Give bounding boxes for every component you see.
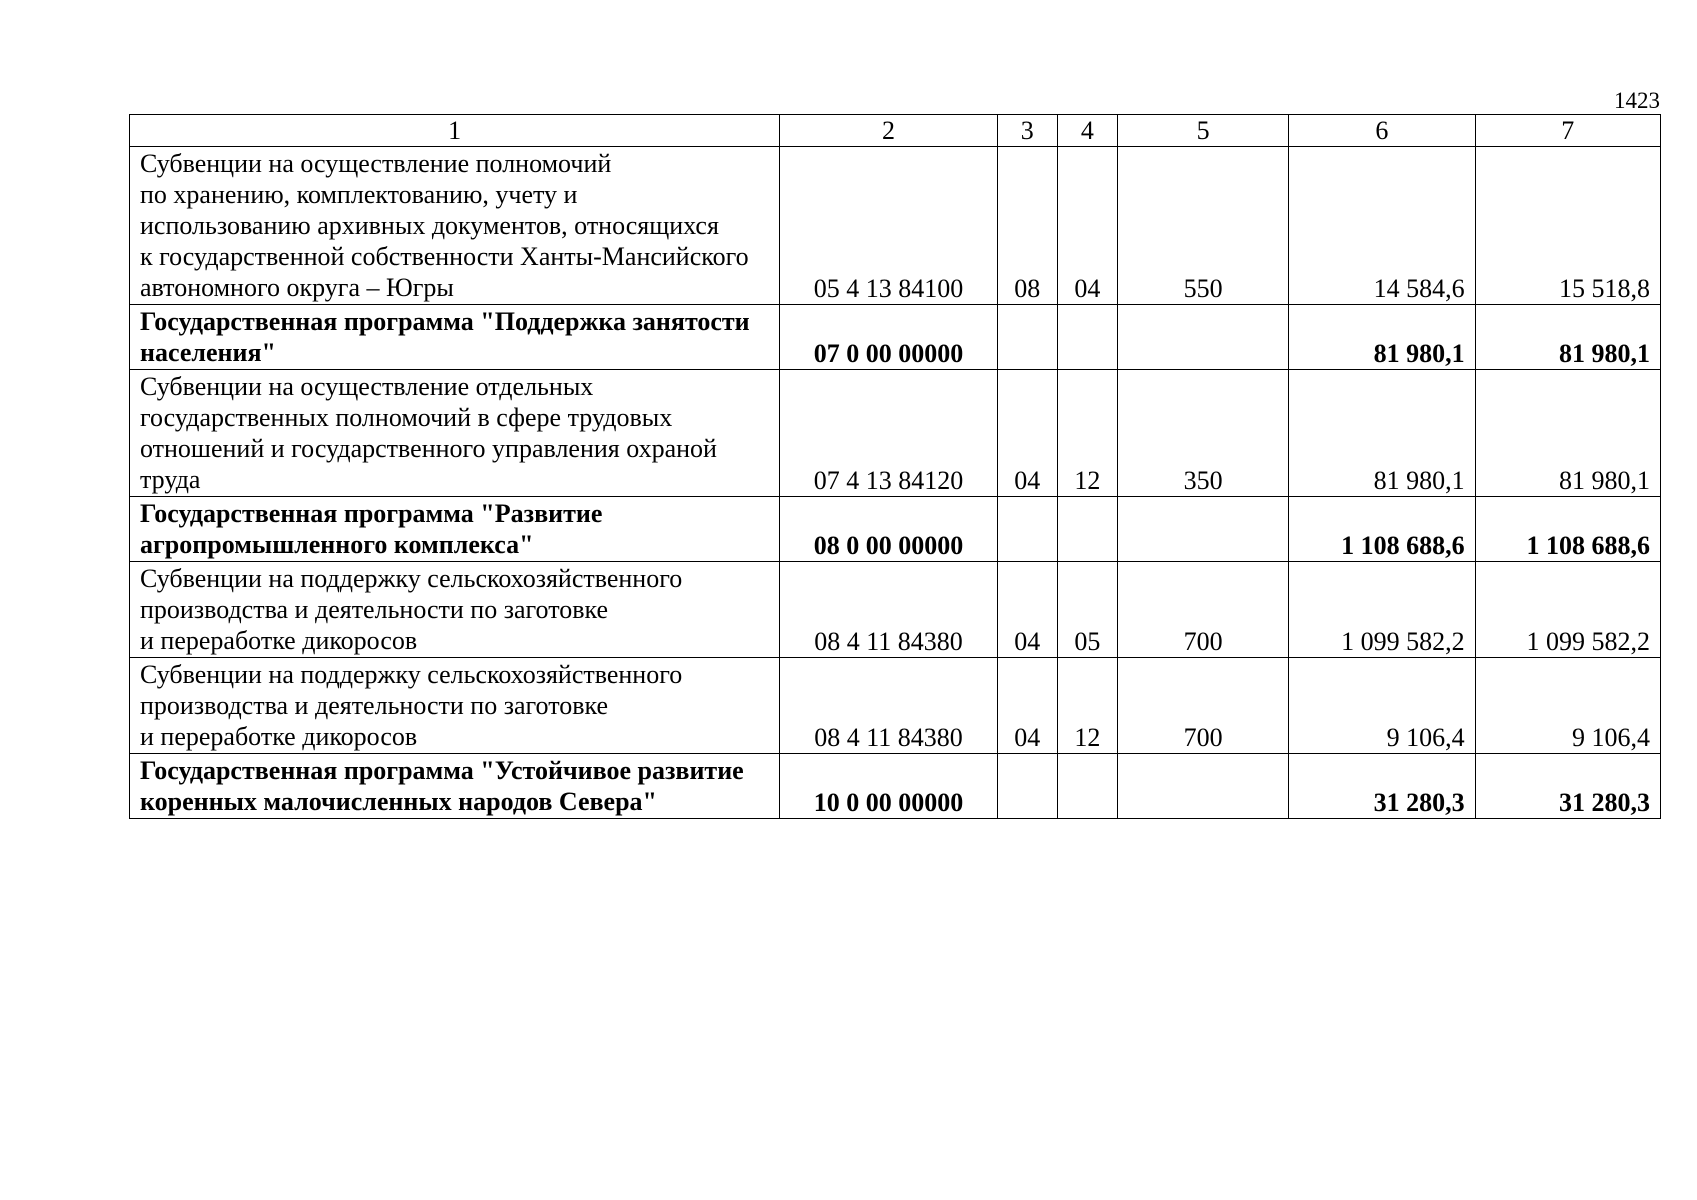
target-code-cell: 07 4 13 84120	[780, 370, 997, 497]
target-code-cell: 10 0 00 00000	[780, 754, 997, 819]
row-name-line: государственных полномочий в сфере трудовых	[140, 403, 673, 432]
amount-year-2-cell: 81 980,1	[1475, 305, 1660, 370]
section-cell: 04	[997, 562, 1057, 658]
target-code-cell: 07 0 00 00000	[780, 305, 997, 370]
column-header-3: 3	[997, 115, 1057, 147]
table-row	[130, 147, 1661, 305]
expense-type-cell	[1117, 754, 1288, 819]
page-number: 1423	[1614, 88, 1660, 113]
column-header-2: 2	[780, 115, 997, 147]
row-name-line: использованию архивных документов, относящихся	[140, 211, 719, 240]
subsection-cell	[1057, 497, 1117, 562]
amount-year-2-cell: 9 106,4	[1475, 658, 1660, 754]
expense-type-cell: 700	[1117, 562, 1288, 658]
row-name-line: и переработке дикоросов	[140, 626, 418, 655]
expense-type-cell	[1117, 305, 1288, 370]
row-name-line: населения"	[140, 338, 276, 367]
table-row	[130, 305, 1661, 370]
row-name-line: производства и деятельности по заготовке	[140, 595, 609, 624]
amount-year-2-cell: 31 280,3	[1475, 754, 1660, 819]
row-name-cell	[130, 562, 780, 658]
subsection-cell: 05	[1057, 562, 1117, 658]
row-name-line: отношений и государственного управления охраной	[140, 434, 717, 463]
amount-year-1-cell: 31 280,3	[1289, 754, 1475, 819]
row-name-line: к государственной собственности Ханты-Мансийского	[140, 242, 749, 271]
table-body	[130, 115, 1661, 819]
table-row	[130, 754, 1661, 819]
amount-year-1-cell: 81 980,1	[1289, 370, 1475, 497]
row-name-line: Государственная программа "Развитие	[140, 499, 603, 528]
target-code-cell: 08 4 11 84380	[780, 562, 997, 658]
row-name-cell	[130, 658, 780, 754]
row-name-cell	[130, 147, 780, 305]
expense-type-cell: 350	[1117, 370, 1288, 497]
row-name-line: Субвенции на осуществление полномочий	[140, 149, 612, 178]
amount-year-1-cell: 9 106,4	[1289, 658, 1475, 754]
amount-year-2-cell: 15 518,8	[1475, 147, 1660, 305]
row-name-cell	[130, 305, 780, 370]
column-header-6: 6	[1289, 115, 1475, 147]
row-name-line: Субвенции на поддержку сельскохозяйственного	[140, 660, 683, 689]
row-name-line: Государственная программа "Поддержка занятости	[140, 307, 750, 336]
row-name-cell	[130, 754, 780, 819]
section-cell: 04	[997, 370, 1057, 497]
section-cell: 08	[997, 147, 1057, 305]
amount-year-1-cell: 81 980,1	[1289, 305, 1475, 370]
column-header-4: 4	[1057, 115, 1117, 147]
column-header-7: 7	[1475, 115, 1660, 147]
row-name-line: Государственная программа "Устойчивое развитие	[140, 756, 744, 785]
row-name-line: Субвенции на осуществление отдельных	[140, 372, 594, 401]
row-name-line: агропромышленного комплекса"	[140, 530, 534, 559]
row-name-line: и переработке дикоросов	[140, 722, 418, 751]
subsection-cell: 04	[1057, 147, 1117, 305]
amount-year-1-cell: 1 099 582,2	[1289, 562, 1475, 658]
target-code-cell: 05 4 13 84100	[780, 147, 997, 305]
target-code-cell: 08 4 11 84380	[780, 658, 997, 754]
column-header-1: 1	[130, 115, 780, 147]
section-cell	[997, 754, 1057, 819]
subsection-cell	[1057, 305, 1117, 370]
expense-type-cell: 700	[1117, 658, 1288, 754]
table-header-row	[130, 115, 1661, 147]
amount-year-1-cell: 14 584,6	[1289, 147, 1475, 305]
expense-type-cell	[1117, 497, 1288, 562]
row-name-line: производства и деятельности по заготовке	[140, 691, 609, 720]
section-cell: 04	[997, 658, 1057, 754]
target-code-cell: 08 0 00 00000	[780, 497, 997, 562]
subsection-cell: 12	[1057, 370, 1117, 497]
row-name-cell	[130, 370, 780, 497]
row-name-line: автономного округа – Югры	[140, 273, 454, 302]
subsection-cell: 12	[1057, 658, 1117, 754]
table-row	[130, 497, 1661, 562]
expense-type-cell: 550	[1117, 147, 1288, 305]
amount-year-2-cell: 1 099 582,2	[1475, 562, 1660, 658]
amount-year-1-cell: 1 108 688,6	[1289, 497, 1475, 562]
budget-table	[129, 114, 1661, 819]
column-header-5: 5	[1117, 115, 1288, 147]
amount-year-2-cell: 1 108 688,6	[1475, 497, 1660, 562]
row-name-line: Субвенции на поддержку сельскохозяйственного	[140, 564, 683, 593]
row-name-cell	[130, 497, 780, 562]
row-name-line: труда	[140, 465, 201, 494]
row-name-line: по хранению, комплектованию, учету и	[140, 180, 578, 209]
table-row	[130, 562, 1661, 658]
section-cell	[997, 497, 1057, 562]
row-name-line: коренных малочисленных народов Севера"	[140, 787, 657, 816]
subsection-cell	[1057, 754, 1117, 819]
table-row	[130, 658, 1661, 754]
amount-year-2-cell: 81 980,1	[1475, 370, 1660, 497]
section-cell	[997, 305, 1057, 370]
table-row	[130, 370, 1661, 497]
